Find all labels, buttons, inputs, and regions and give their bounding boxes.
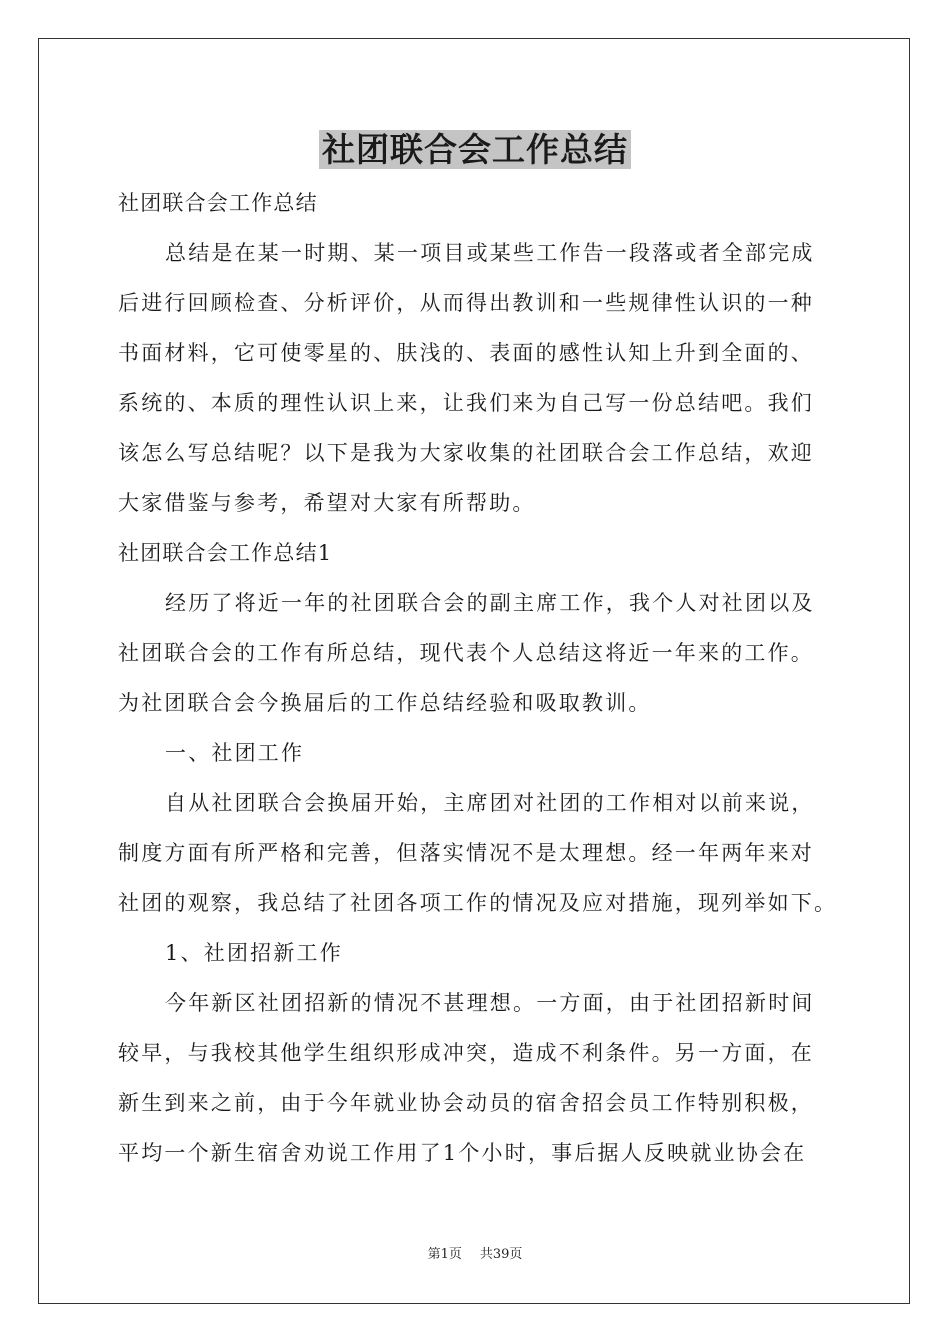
body-line: 为社团联合会今换届后的工作总结经验和吸取教训。 [118,691,652,715]
body-line: 经历了将近一年的社团联合会的副主席工作，我个人对社团以及 [165,591,815,615]
body-line: 社团联合会工作总结 [118,191,318,215]
page-total: 共39页 [479,1247,523,1262]
subsection-heading: 1、社团招新工作 [165,941,343,965]
body-line: 制度方面有所严格和完善，但落实情况不是太理想。经一年两年来对 [118,841,814,865]
body-line: 社团联合会的工作有所总结，现代表个人总结这将近一年来的工作。 [118,641,814,665]
body-line: 新生到来之前，由于今年就业协会动员的宿舍招会员工作特别积极， [118,1091,814,1115]
body-line: 较早，与我校其他学生组织形成冲突，造成不利条件。另一方面，在 [118,1041,814,1065]
page-footer [0,1246,950,1264]
body-line: 大家借鉴与参考，希望对大家有所帮助。 [118,491,536,515]
document-title-text: 社团联合会工作总结 [319,130,631,169]
body-line: 书面材料，它可使零星的、肤浅的、表面的感性认知上升到全面的、 [118,341,814,365]
body-line: 自从社团联合会换届开始，主席团对社团的工作相对以前来说， [165,791,815,815]
body-line: 平均一个新生宿舍劝说工作用了1个小时，事后据人反映就业协会在 [118,1141,807,1165]
document-title [0,128,950,172]
body-line: 总结是在某一时期、某一项目或某些工作告一段落或者全部完成 [165,241,815,265]
subsection-heading: 一、社团工作 [165,741,305,765]
document-body [118,178,838,1178]
body-line: 该怎么写总结呢？以下是我为大家收集的社团联合会工作总结，欢迎 [118,441,814,465]
section-heading: 社团联合会工作总结1 [118,541,333,565]
page-number: 第1页 [427,1247,462,1262]
body-line: 社团的观察，我总结了社团各项工作的情况及应对措施，现列举如下。 [118,891,838,915]
body-line: 后进行回顾检查、分析评价，从而得出教训和一些规律性认识的一种 [118,291,814,315]
body-line: 系统的、本质的理性认识上来，让我们来为自己写一份总结吧。我们 [118,391,814,415]
body-line: 今年新区社团招新的情况不甚理想。一方面，由于社团招新时间 [165,991,815,1015]
